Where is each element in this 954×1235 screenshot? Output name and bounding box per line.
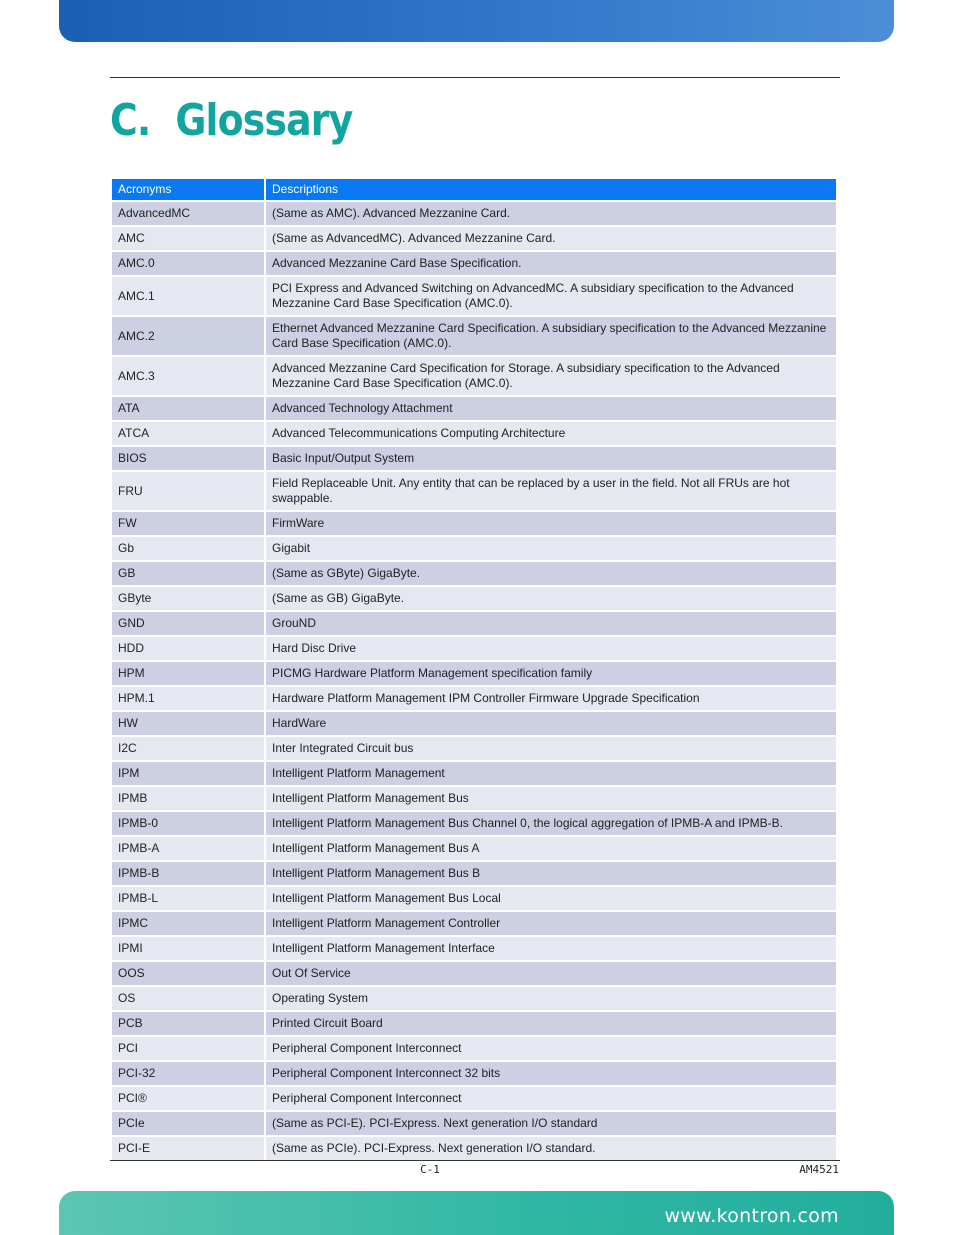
- acronym-cell: HDD: [112, 637, 264, 660]
- description-cell: Intelligent Platform Management Interface: [266, 937, 836, 960]
- description-cell: Intelligent Platform Management Controller: [266, 912, 836, 935]
- acronym-cell: HW: [112, 712, 264, 735]
- acronym-cell: PCI: [112, 1037, 264, 1060]
- table-row: [112, 357, 836, 395]
- acronym-cell: AdvancedMC: [112, 202, 264, 225]
- description-cell: Advanced Mezzanine Card Base Specification.: [266, 252, 836, 275]
- description-cell: (Same as PCIe). PCI-Express. Next generation I/O standard.: [266, 1137, 836, 1160]
- description-cell: Peripheral Component Interconnect: [266, 1037, 836, 1060]
- table-row: [112, 317, 836, 355]
- table-row: [112, 612, 836, 635]
- acronym-cell: IPMB-B: [112, 862, 264, 885]
- description-cell: Ethernet Advanced Mezzanine Card Specification. A subsidiary specification to the Advanced Mezzanine Card Base Specification (AMC.0).: [266, 317, 836, 355]
- description-cell: Gigabit: [266, 537, 836, 560]
- table-row: [112, 887, 836, 910]
- acronym-cell: IPMI: [112, 937, 264, 960]
- table-row: [112, 227, 836, 250]
- acronym-cell: AMC.0: [112, 252, 264, 275]
- description-cell: Peripheral Component Interconnect: [266, 1087, 836, 1110]
- description-cell: Intelligent Platform Management Bus B: [266, 862, 836, 885]
- acronym-cell: AMC: [112, 227, 264, 250]
- acronym-cell: IPMB-0: [112, 812, 264, 835]
- description-cell: Field Replaceable Unit. Any entity that can be replaced by a user in the field. Not all FRUs are hot swappable.: [266, 472, 836, 510]
- description-cell: Peripheral Component Interconnect 32 bits: [266, 1062, 836, 1085]
- top-divider: [110, 77, 840, 78]
- description-cell: (Same as AdvancedMC). Advanced Mezzanine Card.: [266, 227, 836, 250]
- website-link[interactable]: www.kontron.com: [664, 1205, 839, 1227]
- acronym-cell: OS: [112, 987, 264, 1010]
- table-row: [112, 562, 836, 585]
- table-row: [112, 512, 836, 535]
- acronym-cell: FW: [112, 512, 264, 535]
- footer-divider: [110, 1160, 840, 1161]
- table-row: [112, 1037, 836, 1060]
- acronym-cell: IPMB-L: [112, 887, 264, 910]
- table-row: [112, 1112, 836, 1135]
- acronym-cell: AMC.1: [112, 277, 264, 315]
- description-cell: (Same as GByte) GigaByte.: [266, 562, 836, 585]
- footer-band: [59, 1191, 894, 1235]
- description-cell: Advanced Mezzanine Card Specification for Storage. A subsidiary specification to the Advanced Mezzanine Card Base Specification (AMC.0).: [266, 357, 836, 395]
- description-cell: Advanced Telecommunications Computing Architecture: [266, 422, 836, 445]
- table-row: [112, 862, 836, 885]
- acronym-cell: I2C: [112, 737, 264, 760]
- table-row: [112, 737, 836, 760]
- acronym-cell: PCB: [112, 1012, 264, 1035]
- description-cell: Printed Circuit Board: [266, 1012, 836, 1035]
- table-row: [112, 937, 836, 960]
- title-text: Glossary: [175, 95, 353, 146]
- description-cell: (Same as GB) GigaByte.: [266, 587, 836, 610]
- table-row: [112, 277, 836, 315]
- table-row: [112, 837, 836, 860]
- page-title: [110, 95, 352, 146]
- description-cell: GrouND: [266, 612, 836, 635]
- document-id: AM4521: [799, 1163, 839, 1176]
- description-cell: Intelligent Platform Management Bus A: [266, 837, 836, 860]
- acronym-cell: PCI®: [112, 1087, 264, 1110]
- description-cell: PCI Express and Advanced Switching on AdvancedMC. A subsidiary specification to the Advanced Mezzanine Card Base Specification (AMC.0).: [266, 277, 836, 315]
- acronym-cell: HPM.1: [112, 687, 264, 710]
- description-cell: Out Of Service: [266, 962, 836, 985]
- table-row: [112, 472, 836, 510]
- acronym-cell: BIOS: [112, 447, 264, 470]
- acronym-cell: FRU: [112, 472, 264, 510]
- description-cell: (Same as AMC). Advanced Mezzanine Card.: [266, 202, 836, 225]
- table-row: [112, 202, 836, 225]
- table-row: [112, 787, 836, 810]
- acronym-cell: ATCA: [112, 422, 264, 445]
- table-row: [112, 1012, 836, 1035]
- table-row: [112, 1137, 836, 1160]
- table-row: [112, 687, 836, 710]
- table-row: [112, 662, 836, 685]
- description-cell: Hardware Platform Management IPM Controller Firmware Upgrade Specification: [266, 687, 836, 710]
- table-row: [112, 962, 836, 985]
- description-cell: Basic Input/Output System: [266, 447, 836, 470]
- acronym-cell: OOS: [112, 962, 264, 985]
- table-row: [112, 537, 836, 560]
- description-cell: Operating System: [266, 987, 836, 1010]
- acronym-cell: PCI-E: [112, 1137, 264, 1160]
- description-cell: Hard Disc Drive: [266, 637, 836, 660]
- column-header-descriptions: Descriptions: [266, 179, 836, 200]
- table-row: [112, 447, 836, 470]
- table-row: [112, 762, 836, 785]
- acronym-cell: PCI-32: [112, 1062, 264, 1085]
- acronym-cell: GByte: [112, 587, 264, 610]
- acronym-cell: IPMB: [112, 787, 264, 810]
- page-number: C-1: [420, 1163, 440, 1176]
- description-cell: HardWare: [266, 712, 836, 735]
- description-cell: PICMG Hardware Platform Management specification family: [266, 662, 836, 685]
- description-cell: (Same as PCI-E). PCI-Express. Next generation I/O standard: [266, 1112, 836, 1135]
- table-row: [112, 812, 836, 835]
- table-row: [112, 422, 836, 445]
- acronym-cell: AMC.3: [112, 357, 264, 395]
- description-cell: FirmWare: [266, 512, 836, 535]
- table-row: [112, 1087, 836, 1110]
- table-row: [112, 587, 836, 610]
- table-row: [112, 712, 836, 735]
- table-row: [112, 1062, 836, 1085]
- description-cell: Intelligent Platform Management Bus: [266, 787, 836, 810]
- header-band: [59, 0, 894, 42]
- acronym-cell: AMC.2: [112, 317, 264, 355]
- table-row: [112, 987, 836, 1010]
- acronym-cell: GB: [112, 562, 264, 585]
- description-cell: Advanced Technology Attachment: [266, 397, 836, 420]
- acronym-cell: Gb: [112, 537, 264, 560]
- table-row: [112, 397, 836, 420]
- column-header-acronyms: Acronyms: [112, 179, 264, 200]
- table-row: [112, 912, 836, 935]
- description-cell: Intelligent Platform Management Bus Channel 0, the logical aggregation of IPMB-A and IPMB-B.: [266, 812, 836, 835]
- description-cell: Intelligent Platform Management: [266, 762, 836, 785]
- acronym-cell: IPMB-A: [112, 837, 264, 860]
- glossary-table: [110, 177, 838, 1162]
- title-number: C.: [110, 95, 151, 146]
- table-header-row: [112, 179, 836, 200]
- table-row: [112, 637, 836, 660]
- table-body: [112, 202, 836, 1160]
- acronym-cell: ATA: [112, 397, 264, 420]
- acronym-cell: GND: [112, 612, 264, 635]
- acronym-cell: IPM: [112, 762, 264, 785]
- table-row: [112, 252, 836, 275]
- acronym-cell: HPM: [112, 662, 264, 685]
- acronym-cell: PCIe: [112, 1112, 264, 1135]
- acronym-cell: IPMC: [112, 912, 264, 935]
- description-cell: Intelligent Platform Management Bus Local: [266, 887, 836, 910]
- description-cell: Inter Integrated Circuit bus: [266, 737, 836, 760]
